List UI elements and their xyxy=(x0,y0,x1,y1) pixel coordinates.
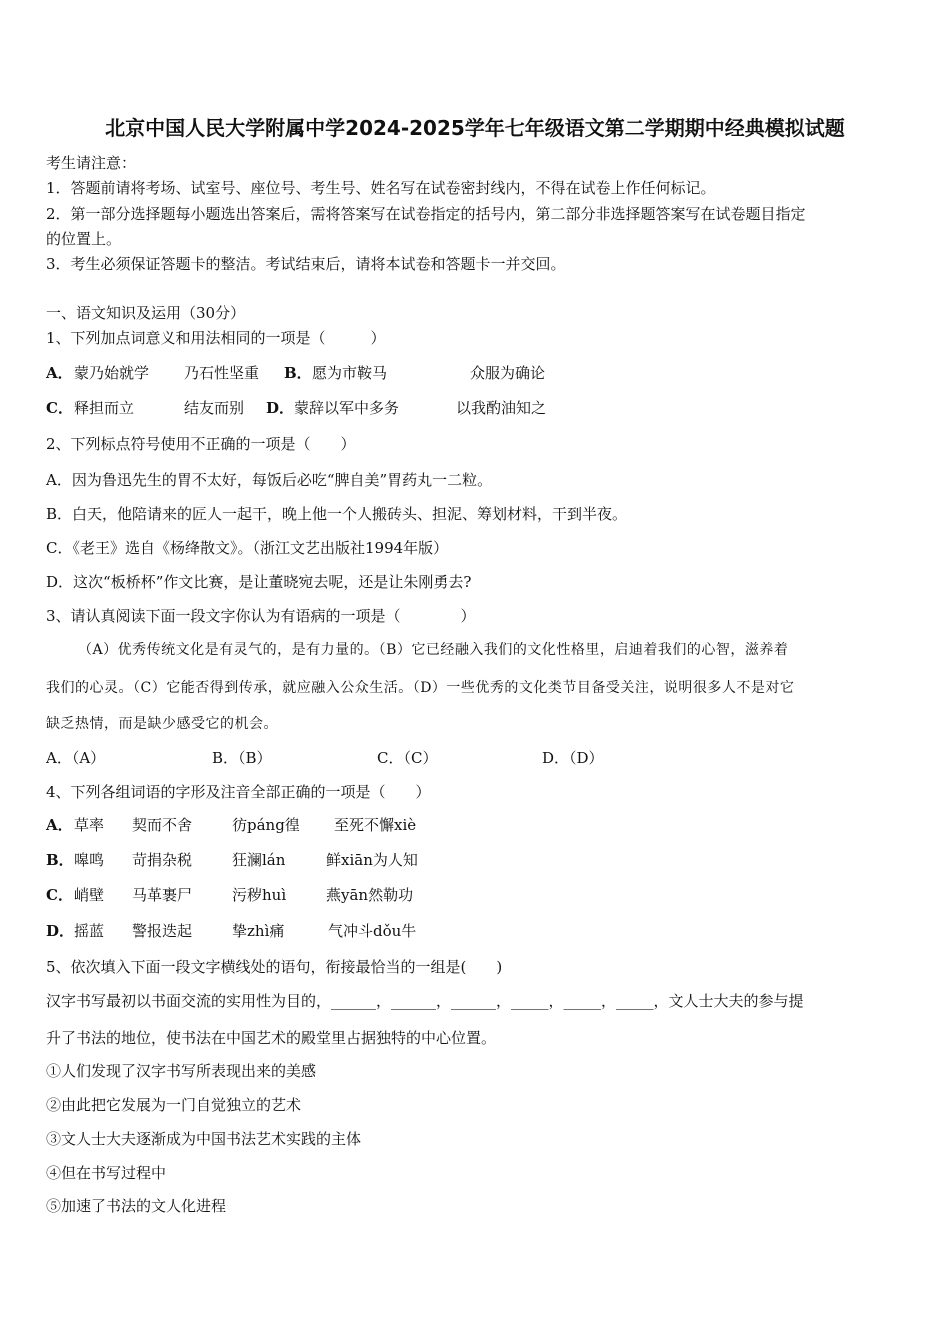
question-4-option-c xyxy=(46,884,926,906)
question-1-stem: 1、下列加点词意义和用法相同的一项是（ ） xyxy=(46,329,386,347)
word: 摇蓝 xyxy=(74,922,105,940)
option-b-label: B． xyxy=(284,364,312,382)
word: 草率 xyxy=(74,816,105,834)
question-5-passage-line-2: 升了书法的地位，使书法在中国艺术的殿堂里占据独特的中心位置。 xyxy=(46,1029,497,1047)
option-label: D． xyxy=(46,922,75,940)
question-5-sentence-4: ④但在书写过程中 xyxy=(46,1164,167,1182)
word: 苛捐杂税 xyxy=(132,851,193,869)
word: 至死不懈xiè xyxy=(334,816,417,834)
option-a-word-2: 乃石性坚重 xyxy=(184,364,260,382)
option-a-word-1: 蒙乃始就学 xyxy=(74,364,150,382)
question-5-stem: 5、依次填入下面一段文字横线处的语句，衔接最恰当的一组是( ) xyxy=(46,958,503,976)
question-2-stem: 2、下列标点符号使用不正确的一项是（ ） xyxy=(46,435,356,453)
question-3-passage-line-3: 缺乏热情，而是缺少感受它的机会。 xyxy=(46,716,278,732)
notice-heading: 考生请注意： xyxy=(46,154,137,172)
question-3-options xyxy=(46,747,926,769)
option-label: B． xyxy=(46,851,74,869)
question-4-option-d xyxy=(46,920,926,942)
notice-item-2-cont: 的位置上。 xyxy=(46,230,122,248)
option-c-label: C． xyxy=(46,399,73,417)
question-3-option-b: B．（B） xyxy=(212,749,272,767)
question-3-passage-line-1: （A）优秀传统文化是有灵气的，是有力量的。（B）它已经融入我们的文化性格里，启迪着我们的心智，滋养着 xyxy=(78,642,789,658)
option-d-word-2: 以我酌油知之 xyxy=(456,399,547,417)
question-4-option-b xyxy=(46,849,926,871)
question-3-option-a: A．（A） xyxy=(46,749,106,767)
question-2-option-d: D．这次“板桥杯”作文比赛，是让董晓宛去呢，还是让朱刚勇去? xyxy=(46,573,472,591)
word: 燕yān然勒功 xyxy=(326,886,414,904)
question-2-option-b: B．白天，他陪请来的匠人一起干，晚上他一个人搬砖头、担泥、筹划材料，干到半夜。 xyxy=(46,505,628,523)
option-a-label: A． xyxy=(46,364,73,382)
notice-item-2: 2．第一部分选择题每小题选出答案后，需将答案写在试卷指定的括号内，第二部分非选择题答案写在试卷题目指定 xyxy=(46,205,806,223)
option-d-word-1: 蒙辞以军中多务 xyxy=(294,399,400,417)
word: 狂澜lán xyxy=(232,851,286,869)
question-4-option-a xyxy=(46,814,926,836)
question-3-option-c: C．（C） xyxy=(377,749,438,767)
word: 嗥鸣 xyxy=(74,851,105,869)
word: 污秽huì xyxy=(232,886,287,904)
question-3-stem: 3、请认真阅读下面一段文字你认为有语病的一项是（ ） xyxy=(46,607,476,625)
word: 峭壁 xyxy=(74,886,105,904)
question-2-option-a: A．因为鲁迅先生的胃不太好，每饭后必吃“脾自美”胃药丸一二粒。 xyxy=(46,471,493,489)
option-b-word-1: 愿为市鞍马 xyxy=(312,364,388,382)
word: 鲜xiān为人知 xyxy=(326,851,418,869)
question-3-option-d: D．（D） xyxy=(542,749,604,767)
question-3-passage-line-2: 我们的心灵。（C）它能否得到传承，就应融入公众生活。（D）一些优秀的文化类节目备受关注，说明很多人不是对它 xyxy=(46,680,795,696)
question-5-sentence-3: ③文人士大夫逐渐成为中国书法艺术实践的主体 xyxy=(46,1130,362,1148)
word: 契而不舍 xyxy=(132,816,193,834)
option-b-word-2: 众服为确论 xyxy=(470,364,546,382)
option-d-label: D． xyxy=(266,399,295,417)
option-c-word-1: 释担而立 xyxy=(74,399,135,417)
notice-item-1: 1．答题前请将考场、试室号、座位号、考生号、姓名写在试卷密封线内，不得在试卷上作任何标记。 xyxy=(46,179,716,197)
option-label: C． xyxy=(46,886,73,904)
section-heading: 一、语文知识及运用（30分） xyxy=(46,304,246,322)
question-1-row-cd xyxy=(46,397,926,419)
word: 彷páng徨 xyxy=(232,816,300,834)
notice-item-3: 3．考生必须保证答题卡的整洁。考试结束后，请将本试卷和答题卡一并交回。 xyxy=(46,255,566,273)
question-5-sentence-2: ②由此把它发展为一门自觉独立的艺术 xyxy=(46,1096,302,1114)
word: 警报迭起 xyxy=(132,922,193,940)
question-4-stem: 4、下列各组词语的字形及注音全部正确的一项是（ ） xyxy=(46,783,431,801)
question-5-sentence-5: ⑤加速了书法的文人化进程 xyxy=(46,1197,227,1215)
word: 挚zhì痛 xyxy=(232,922,285,940)
word: 气冲斗dǒu牛 xyxy=(328,922,417,940)
option-c-word-2: 结友而别 xyxy=(184,399,245,417)
question-5-sentence-1: ①人们发现了汉字书写所表现出来的美感 xyxy=(46,1062,317,1080)
question-2-option-c: C．《老王》选自《杨绛散文》。（浙江文艺出版社1994年版） xyxy=(46,539,449,557)
option-label: A． xyxy=(46,816,73,834)
word: 马革裹尸 xyxy=(132,886,193,904)
question-1-row-ab xyxy=(46,362,926,384)
page-title: 北京中国人民大学附属中学2024-2025学年七年级语文第二学期期中经典模拟试题 xyxy=(105,116,845,140)
question-5-passage-line-1: 汉字书写最初以书面交流的实用性为目的，______，______，______，_____，_____，_____，文人士大夫的参与提 xyxy=(46,992,804,1010)
